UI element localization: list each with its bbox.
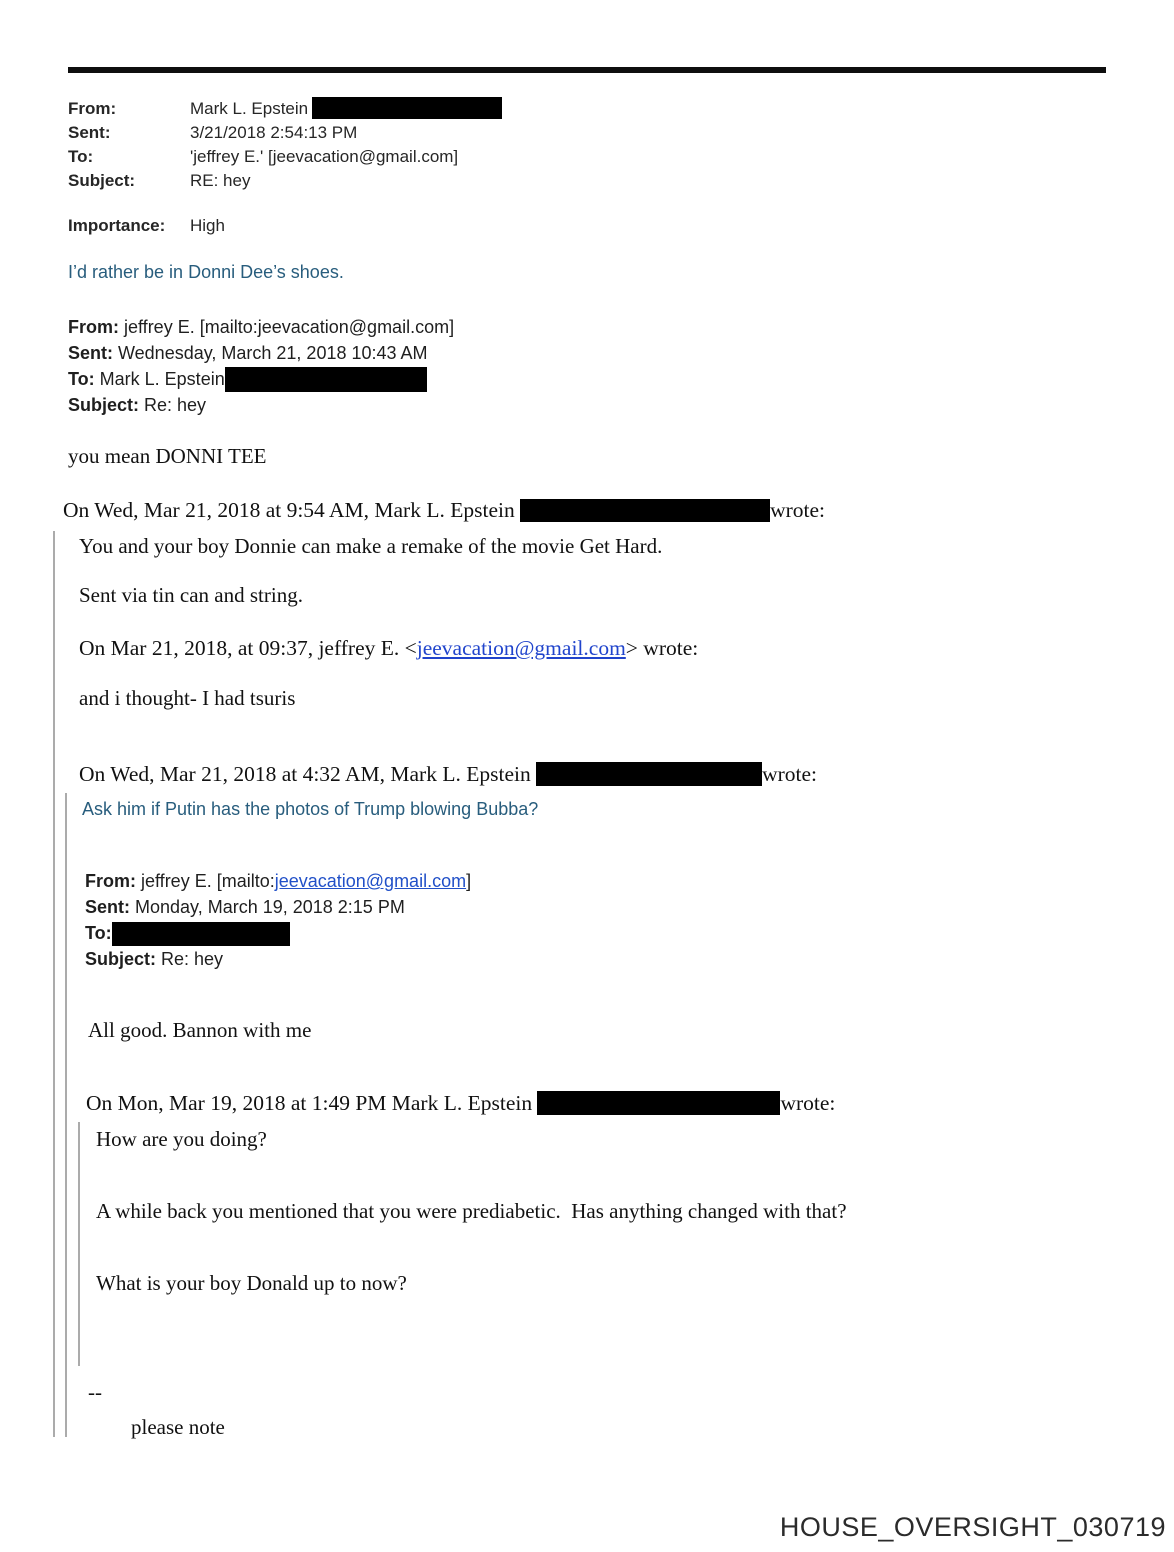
- header-row-from: [68, 97, 502, 120]
- attribution-954am: [63, 498, 825, 523]
- quoted2-subject-value: Re: hey: [156, 949, 224, 969]
- attribution-0937-prefix: On Mar 21, 2018, at 09:37, jeffrey E. <: [79, 636, 417, 660]
- quoted2-sent-value: Monday, March 19, 2018 2:15 PM: [130, 897, 405, 917]
- quote2-blue-line: Ask him if Putin has the photos of Trump blowing Bubba?: [82, 799, 539, 819]
- signature-dashes: --: [88, 1380, 102, 1404]
- header-row-subject: [68, 169, 250, 192]
- redaction-bar: [520, 499, 770, 522]
- quote2-paragraph: All good. Bannon with me: [88, 1018, 312, 1042]
- quoted1-to-row: [68, 366, 427, 392]
- redaction-bar: [312, 97, 502, 119]
- quote1-paragraph: and i thought- I had tsuris: [79, 686, 296, 710]
- attribution-954am-text: On Wed, Mar 21, 2018 at 9:54 AM, Mark L. Epstein: [63, 498, 521, 522]
- attribution-149pm-text: On Mon, Mar 19, 2018 at 1:49 PM Mark L. Epstein: [86, 1091, 538, 1115]
- attribution-954am-wrote: wrote:: [770, 498, 826, 522]
- header-divider-rule: [68, 67, 1106, 73]
- email-link[interactable]: jeevacation@gmail.com: [416, 636, 626, 660]
- redaction-bar: [225, 367, 427, 392]
- quoted1-sent-row: [68, 340, 428, 366]
- subject-label: Subject:: [68, 171, 136, 190]
- quoted1-to-value: Mark L. Epstein: [94, 369, 225, 389]
- reply-text: I’d rather be in Donni Dee’s shoes.: [68, 262, 344, 282]
- quote-border-level-3: [78, 1122, 80, 1366]
- quoted2-subject-row: [85, 946, 223, 972]
- quoted1-from-label: From:: [68, 317, 119, 337]
- quoted2-from-prefix: jeffrey E. [mailto:: [136, 871, 275, 891]
- quoted1-subject-row: [68, 392, 206, 418]
- sent-label: Sent:: [68, 123, 111, 142]
- redaction-bar: [536, 762, 762, 786]
- quote1-paragraph: Sent via tin can and string.: [79, 583, 303, 607]
- quoted1-to-label: To:: [68, 369, 95, 389]
- quoted2-from-suffix: ]: [466, 871, 472, 891]
- quoted2-subject-label: Subject:: [85, 949, 157, 969]
- attribution-432am: [79, 762, 817, 787]
- quoted2-from-row: [85, 868, 471, 894]
- email-link[interactable]: jeevacation@gmail.com: [274, 871, 467, 891]
- header-row-sent: [68, 121, 357, 144]
- quoted1-sent-value: Wednesday, March 21, 2018 10:43 AM: [113, 343, 428, 363]
- to-label: To:: [68, 147, 94, 166]
- attribution-0937: [79, 636, 698, 661]
- message-body-line: you mean DONNI TEE: [68, 444, 267, 468]
- quote3-paragraph: How are you doing?: [96, 1127, 267, 1151]
- redaction-bar: [537, 1091, 780, 1115]
- document-id: HOUSE_OVERSIGHT_030719: [779, 1512, 1166, 1542]
- quote-border-level-2: [65, 793, 67, 1437]
- quoted2-sent-row: [85, 894, 405, 920]
- from-value: Mark L. Epstein: [190, 99, 309, 118]
- attribution-149pm-wrote: wrote:: [780, 1091, 836, 1115]
- quoted2-to-row: [85, 920, 290, 946]
- subject-value: RE: hey: [190, 171, 251, 190]
- quoted1-sent-label: Sent:: [68, 343, 113, 363]
- quote1-paragraph: You and your boy Donnie can make a remake of the movie Get Hard.: [79, 534, 663, 558]
- quoted1-from-value: jeffrey E. [mailto:jeevacation@gmail.com]: [119, 317, 455, 337]
- quoted1-from-row: [68, 314, 454, 340]
- quote3-paragraph: What is your boy Donald up to now?: [96, 1271, 407, 1295]
- quoted2-from-label: From:: [85, 871, 136, 891]
- attribution-149pm: [86, 1091, 835, 1116]
- importance-value: High: [190, 216, 225, 235]
- attribution-432am-wrote: wrote:: [762, 762, 818, 786]
- to-value: 'jeffrey E.' [jeevacation@gmail.com]: [190, 147, 459, 166]
- header-row-to: [68, 145, 458, 168]
- quote3-paragraph: A while back you mentioned that you were prediabetic. Has anything changed with that?: [96, 1199, 847, 1223]
- attribution-0937-suffix: > wrote:: [625, 636, 699, 660]
- attribution-432am-text: On Wed, Mar 21, 2018 at 4:32 AM, Mark L. Epstein: [79, 762, 537, 786]
- quoted1-subject-label: Subject:: [68, 395, 140, 415]
- quoted1-subject-value: Re: hey: [139, 395, 207, 415]
- from-label: From:: [68, 99, 117, 118]
- header-row-importance: [68, 214, 225, 237]
- quoted2-sent-label: Sent:: [85, 897, 130, 917]
- quote-border-level-1: [53, 531, 55, 1437]
- quoted2-to-label: To:: [85, 923, 112, 943]
- importance-label: Importance:: [68, 216, 166, 235]
- sent-value: 3/21/2018 2:54:13 PM: [190, 123, 358, 142]
- signature-note: please note: [131, 1415, 225, 1439]
- redaction-bar: [112, 922, 290, 946]
